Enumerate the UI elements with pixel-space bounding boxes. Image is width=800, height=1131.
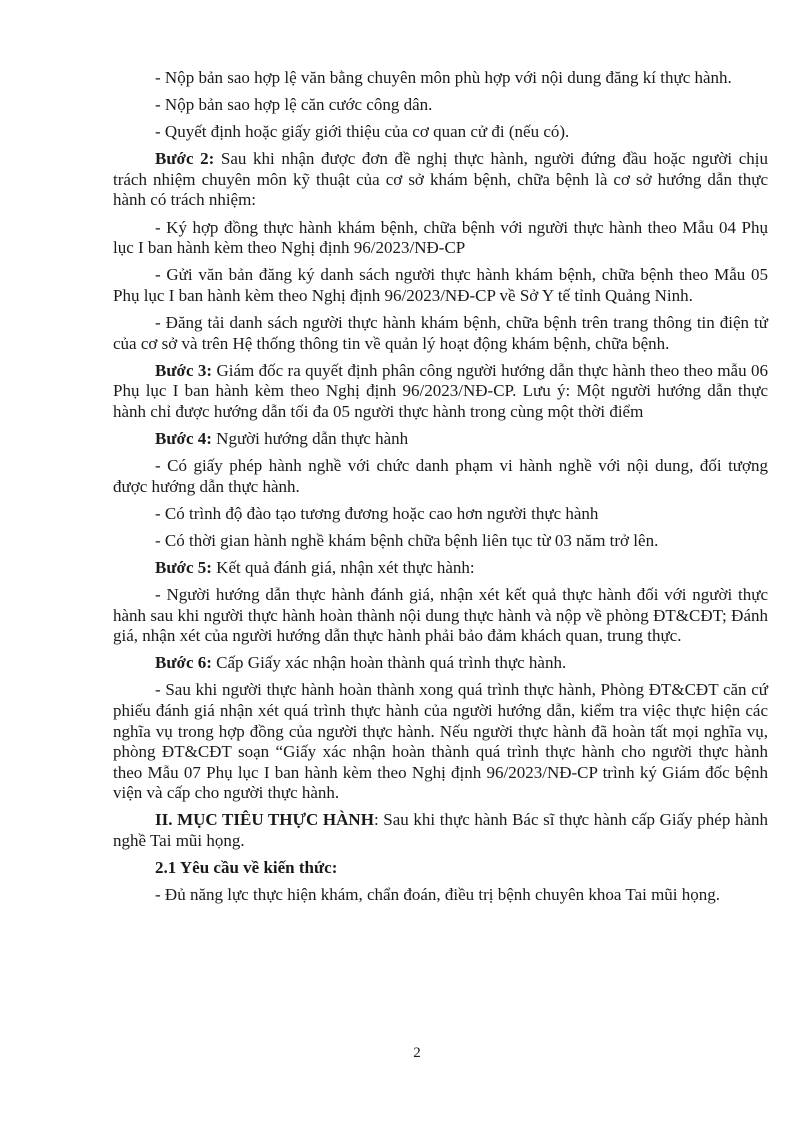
paragraph-section-2-heading xyxy=(113,810,768,851)
paragraph xyxy=(113,680,768,804)
paragraph-text: - Người hướng dẫn thực hành đánh giá, nhận xét kết quả thực hành đối với người thực hành sau khi người thực hành hoàn thành nội dung thực hành và nộp về phòng ĐT&CĐT; Đánh giá, nhận xét của người hướng dẫn thực hành phải bảo đảm khách quan, trung thực. xyxy=(113,584,768,646)
paragraph-text: - Đủ năng lực thực hiện khám, chẩn đoán, điều trị bệnh chuyên khoa Tai mũi họng. xyxy=(155,885,721,905)
paragraph xyxy=(113,313,768,354)
paragraph-lead-bold: Bước 2: xyxy=(155,149,215,169)
paragraph xyxy=(113,265,768,306)
paragraph-text: - Có trình độ đào tạo tương đương hoặc cao hơn người thực hành xyxy=(155,503,599,523)
paragraph-lead-bold: II. MỤC TIÊU THỰC HÀNH xyxy=(155,810,374,830)
paragraph xyxy=(113,122,768,143)
document-body xyxy=(113,68,768,912)
paragraph-text: : Sau khi thực hành Bác sĩ thực hành cấp Giấy phép hành nghề Tai mũi họng. xyxy=(113,810,769,850)
paragraph-text: - Có thời gian hành nghề khám bệnh chữa bệnh liên tục từ 03 năm trở lên. xyxy=(155,530,659,550)
paragraph-text: Kết quả đánh giá, nhận xét thực hành: xyxy=(211,557,475,577)
paragraph xyxy=(113,68,768,89)
paragraph-lead-bold: Bước 4: xyxy=(155,428,212,448)
paragraph-text: Sau khi nhận được đơn đề nghị thực hành, người đứng đầu hoặc người chịu trách nhiệm chuyên môn kỹ thuật của cơ sở khám bệnh, chữa bệnh là cơ sở hướng dẫn thực hành có trách nhiệm: xyxy=(113,149,768,210)
paragraph xyxy=(113,95,768,116)
paragraph xyxy=(113,531,768,552)
paragraph-step-2 xyxy=(113,149,768,211)
paragraph-text: - Nộp bản sao hợp lệ văn bằng chuyên môn phù hợp với nội dung đăng kí thực hành. xyxy=(155,68,732,87)
paragraph-step-6 xyxy=(113,653,768,674)
paragraph-subsection-2-1-heading xyxy=(113,858,768,879)
paragraph xyxy=(113,585,768,647)
paragraph-text: - Nộp bản sao hợp lệ căn cước công dân. xyxy=(155,95,433,115)
paragraph-lead-bold: Bước 6: xyxy=(155,653,212,673)
paragraph-step-5 xyxy=(113,558,768,579)
paragraph xyxy=(113,456,768,497)
paragraph-text: Cấp Giấy xác nhận hoàn thành quá trình thực hành. xyxy=(211,653,567,673)
paragraph-lead-bold: 2.1 Yêu cầu về kiến thức: xyxy=(155,858,338,878)
paragraph-text: Người hướng dẫn thực hành xyxy=(211,428,409,448)
paragraph-text: - Ký hợp đồng thực hành khám bệnh, chữa bệnh với người thực hành theo Mẫu 04 Phụ lục I ban hành kèm theo Nghị định 96/2023/NĐ-CP xyxy=(113,217,768,258)
paragraph-text: - Đăng tải danh sách người thực hành khám bệnh, chữa bệnh trên trang thông tin điện tử của cơ sở và trên Hệ thống thông tin về quản lý hoạt động khám bệnh, chữa bệnh. xyxy=(113,312,768,353)
paragraph xyxy=(113,885,768,906)
paragraph-text: - Gửi văn bản đăng ký danh sách người thực hành khám bệnh, chữa bệnh theo Mẫu 05 Phụ lục I ban hành kèm theo Nghị định 96/2023/NĐ-CP về Sở Y tế tỉnh Quảng Ninh. xyxy=(113,265,768,305)
paragraph-lead-bold: Bước 3: xyxy=(155,360,213,380)
paragraph-step-4 xyxy=(113,429,768,450)
paragraph-text: - Quyết định hoặc giấy giới thiệu của cơ quan cử đi (nếu có). xyxy=(155,122,570,142)
paragraph-step-3 xyxy=(113,361,768,423)
paragraph xyxy=(113,504,768,525)
paragraph xyxy=(113,218,768,259)
paragraph-text: - Sau khi người thực hành hoàn thành xong quá trình thực hành, Phòng ĐT&CĐT căn cứ phiếu đánh giá nhận xét quá trình thực hành của người hướng dẫn, kiểm tra việc thực hiện các nghĩa vụ trong hợp đồng của người thực hành. Nếu người thực hành đã hoàn tất mọi nghĩa vụ, phòng ĐT&CĐT soạn “Giấy xác nhận hoàn thành quá trình thực hành cho người thực hành theo Mẫu 07 Phụ lục I ban hành kèm theo Nghị định 96/2023/NĐ-CP trình ký Giám đốc bệnh viện và cấp cho người thực hành. xyxy=(113,680,768,803)
paragraph-lead-bold: Bước 5: xyxy=(155,557,212,577)
paragraph-text: - Có giấy phép hành nghề với chức danh phạm vi hành nghề với nội dung, đối tượng được hướng dẫn thực hành. xyxy=(113,456,768,496)
paragraph-text: Giám đốc ra quyết định phân công người hướng dẫn thực hành theo theo mẫu 06 Phụ lục I ban hành kèm theo Nghị định 96/2023/NĐ-CP. Lưu ý: Một người hướng dẫn thực hành chỉ được hướng dẫn tối đa 05 người thực hành trong cùng một thời điểm xyxy=(113,360,768,421)
page-number: 2 xyxy=(413,1045,421,1061)
